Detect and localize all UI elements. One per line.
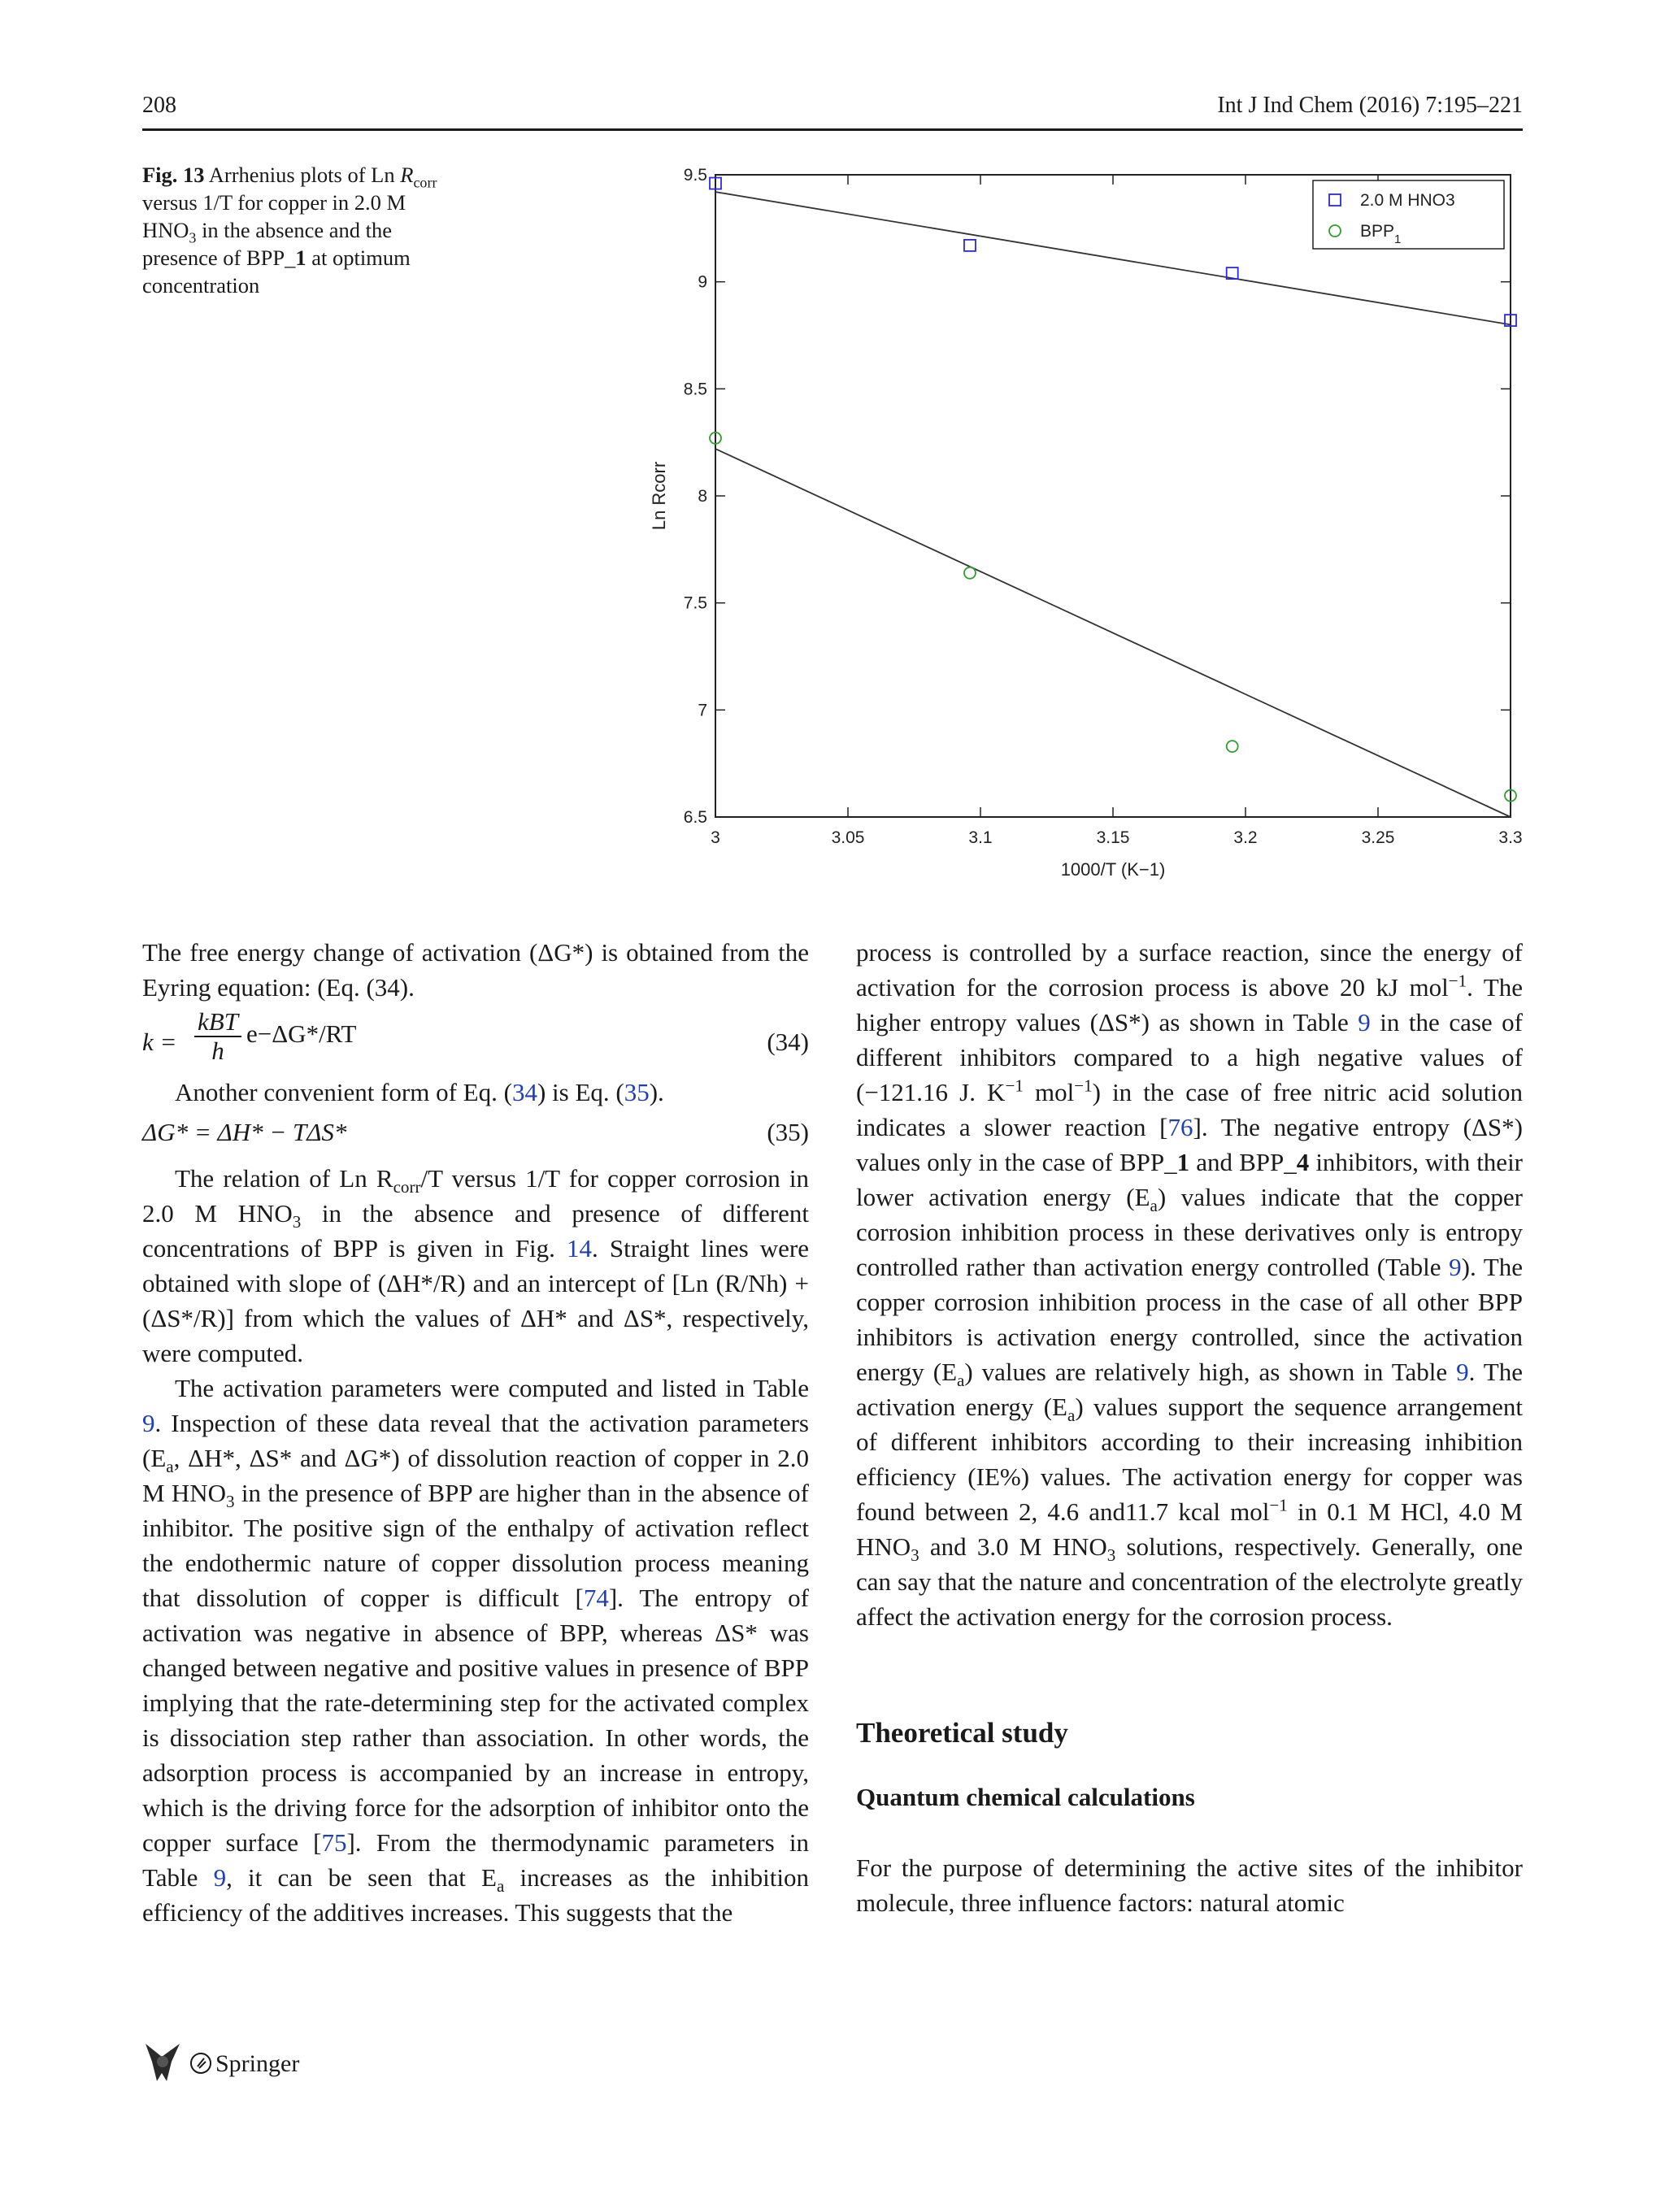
- subscript: corr: [393, 1177, 421, 1197]
- page-header: [142, 88, 1523, 128]
- eq-exponential: e−ΔG*/RT: [246, 1019, 357, 1048]
- text: ). The copper corrosion inhibition process in the case of all other BPP inhibitors is activation energy controlled, since the activation energy (E: [856, 1253, 1523, 1386]
- y-axis-label: Ln Rcorr: [649, 461, 669, 531]
- text: ) in the case of free nitric acid solution indicates a slower reaction [: [856, 1078, 1523, 1141]
- subscript: a: [166, 1457, 174, 1477]
- legend-label-subscript: 1: [1394, 232, 1402, 246]
- paragraph: [142, 1161, 809, 1371]
- subscript: a: [497, 1876, 505, 1897]
- superscript: −1: [1448, 971, 1467, 991]
- eq-label: (34): [767, 1028, 809, 1056]
- y-tick-label: 6.5: [683, 808, 707, 827]
- eq-fraction: [194, 1008, 241, 1065]
- legend-label: $BPP_1$: [1360, 222, 1402, 246]
- data-point-bpp1: [964, 567, 976, 579]
- subscript: 3: [226, 1492, 235, 1512]
- text: ]. The negative entropy (ΔS*) values only in the case of BPP_: [856, 1113, 1523, 1176]
- citation-reference[interactable]: 74: [583, 1584, 609, 1612]
- text: in the presence of BPP are higher than in the absence of inhibitor. The positive sign of the enthalpy of activation reflect the endothermic nature of copper dissolution process meaning that dissolution of copper is difficult [: [142, 1479, 809, 1612]
- text: in the absence and presence of different concentrations of BPP is given in Fig.: [142, 1199, 809, 1262]
- subscript: a: [957, 1371, 965, 1391]
- text: ]. From the thermodynamic parameters in Table: [142, 1828, 809, 1892]
- text: solutions, respectively. Generally, one can say that the nature and concentration of the electrolyte greatly affect the activation energy for the corrosion process.: [856, 1532, 1523, 1631]
- text: and 3.0 M HNO: [919, 1532, 1107, 1561]
- x-axis-label: 1000/T (K−1): [1060, 859, 1166, 880]
- subscript: a: [1150, 1196, 1158, 1216]
- paragraph: [856, 935, 1523, 1634]
- caption-text: at optimum concentration: [142, 246, 411, 298]
- section-heading: Theoretical study: [856, 1717, 1068, 1749]
- text: ) values indicate that the copper corrosion inhibition process in these derivatives only is entropy controlled rather than activation energy controlled (Table: [856, 1183, 1523, 1281]
- figure-caption: [142, 161, 463, 299]
- text: . The higher entropy values (ΔS*) as shown in Table: [856, 973, 1523, 1036]
- caption-subscript: corr: [413, 174, 437, 191]
- subscript: a: [1067, 1406, 1076, 1426]
- text: ) is Eq. (: [537, 1078, 624, 1106]
- equation-reference[interactable]: 35: [624, 1078, 650, 1106]
- springer-horse-logo: [142, 2040, 183, 2086]
- bold-text: 4: [1296, 1148, 1310, 1176]
- x-tick-label: 3.25: [1361, 828, 1395, 847]
- x-tick-label: 3.2: [1233, 828, 1258, 847]
- text: mol: [1023, 1078, 1075, 1106]
- text: . The activation energy (E: [856, 1358, 1523, 1421]
- spacer: [856, 1634, 1523, 1715]
- text: Another convenient form of Eq. (: [175, 1078, 512, 1106]
- table-reference[interactable]: 9: [1456, 1358, 1469, 1386]
- text: ) values support the sequence arrangement of different inhibitors according to their increasing inhibition efficiency (IE%) values. The activation energy for copper was found between 2, 4.6 and11.7 kcal mol: [856, 1393, 1523, 1526]
- text: in the case of different inhibitors compared to a high negative values of (−121.16 J. K: [856, 1008, 1523, 1106]
- text: increases as the inhibition efficiency of the additives increases. This suggests that the: [142, 1863, 809, 1927]
- citation-reference[interactable]: 75: [321, 1828, 347, 1857]
- paragraph: [142, 1075, 809, 1110]
- superscript: −1: [1005, 1076, 1024, 1096]
- data-point-hno3: [964, 240, 976, 251]
- x-tick-label: 3.15: [1096, 828, 1130, 847]
- table-reference[interactable]: 9: [1449, 1253, 1462, 1281]
- publisher-name: Springer: [215, 2050, 300, 2077]
- page-footer: [142, 2040, 467, 2089]
- figure-reference[interactable]: 14: [567, 1234, 593, 1262]
- table-reference[interactable]: 9: [213, 1863, 227, 1892]
- plot-frame: [715, 175, 1511, 817]
- text: and BPP_: [1189, 1148, 1297, 1176]
- equation-35: [142, 1115, 809, 1149]
- x-tick-label: 3.3: [1498, 828, 1523, 847]
- eq-lhs: k =: [142, 1028, 177, 1056]
- caption-bold: 1: [295, 246, 306, 270]
- superscript: −1: [1269, 1495, 1288, 1515]
- text: ).: [649, 1078, 664, 1106]
- eq-body: ΔG* = ΔH* − TΔS*: [142, 1118, 347, 1146]
- text: The activation parameters were computed and listed in Table: [175, 1374, 809, 1402]
- eq-label: (35): [767, 1118, 809, 1146]
- data-point-bpp1: [1227, 741, 1238, 752]
- paragraph: For the purpose of determining the active sites of the inhibitor molecule, three influence factors: natural atomic: [856, 1853, 1523, 1917]
- caption-text: versus 1/T for copper in 2.0 M HNO: [142, 190, 406, 242]
- springer-icon: [189, 2052, 212, 2075]
- citation-reference[interactable]: 76: [1167, 1113, 1193, 1141]
- y-tick-label: 8: [698, 487, 707, 506]
- subsection-heading: Quantum chemical calculations: [856, 1783, 1195, 1811]
- journal-citation: Int J Ind Chem (2016) 7:195–221: [1217, 93, 1523, 118]
- x-tick-label: 3: [711, 828, 720, 847]
- text: in 0.1 M HCl, 4.0 M HNO: [856, 1497, 1523, 1561]
- y-tick-label: 9: [698, 272, 707, 292]
- caption-text: Arrhenius plots of Ln: [204, 163, 401, 187]
- spacer: [856, 1814, 1523, 1850]
- text: inhibitors, with their lower activation energy (E: [856, 1148, 1523, 1211]
- text: , ΔH*, ΔS* and ΔG*) of dissolution reaction of copper in 2.0 M HNO: [142, 1444, 809, 1507]
- text: The relation of Ln R: [175, 1164, 393, 1193]
- bold-text: 1: [1176, 1148, 1190, 1176]
- table-reference[interactable]: 9: [1358, 1008, 1371, 1036]
- text: ) values are relatively high, as shown in Table: [964, 1358, 1457, 1386]
- left-column: [142, 935, 809, 1930]
- subscript: 3: [1106, 1545, 1116, 1566]
- paragraph: [142, 1371, 809, 1930]
- caption-subscript: 3: [189, 229, 197, 246]
- page-number: 208: [142, 93, 176, 118]
- caption-text: R: [400, 163, 414, 187]
- x-tick-label: 3.1: [968, 828, 993, 847]
- y-tick-label: 7.5: [683, 593, 707, 613]
- caption-text: in the absence and the presence of BPP_: [142, 218, 393, 270]
- superscript: −1: [1074, 1076, 1093, 1096]
- equation-reference[interactable]: 34: [511, 1078, 537, 1106]
- text: /T versus 1/T for copper corrosion in 2.0 M HNO: [142, 1164, 809, 1228]
- header-rule: [142, 128, 1523, 131]
- text: ]. The entropy of activation was negative in absence of BPP, whereas ΔS* was changed between negative and positive values in presence of BPP implying that the rate-determining step for the activated complex is dissociation step rather than association. In other words, the adsorption process is accompanied by an increase in entropy, which is the driving force for the adsorption of inhibitor onto the copper surface [: [142, 1584, 809, 1857]
- y-tick-label: 8.5: [683, 380, 707, 399]
- eq-numerator: kBT: [194, 1008, 241, 1037]
- text: , it can be seen that E: [226, 1863, 497, 1892]
- spacer: [856, 1750, 1523, 1780]
- legend-label: 2.0 M HNO3: [1360, 191, 1455, 210]
- figure-label: Fig. 13: [142, 163, 205, 187]
- y-tick-label: 9.5: [683, 166, 707, 185]
- text: . Inspection of these data reveal that the activation parameters (E: [142, 1409, 809, 1472]
- equation-34: [142, 1007, 809, 1070]
- text: process is controlled by a surface reaction, since the energy of activation for the corrosion process is above 20 kJ mol: [856, 938, 1523, 1002]
- paragraph: The free energy change of activation (ΔG*) is obtained from the Eyring equation: (Eq. (34).: [142, 938, 809, 1002]
- arrhenius-chart: [634, 154, 1537, 886]
- right-column: [856, 935, 1523, 1920]
- x-tick-label: 3.05: [831, 828, 865, 847]
- fit-line: [715, 449, 1511, 817]
- subscript: 3: [911, 1545, 919, 1566]
- text: . Straight lines were obtained with slope of (ΔH*/R) and an intercept of [Ln (R/Nh) + (ΔS*/R)] from which the values of ΔH* and ΔS*, respectively, were computed.: [142, 1234, 809, 1367]
- y-tick-label: 7: [698, 701, 707, 720]
- table-reference[interactable]: 9: [142, 1409, 155, 1437]
- eq-denominator: h: [211, 1036, 224, 1065]
- subscript: 3: [292, 1212, 302, 1232]
